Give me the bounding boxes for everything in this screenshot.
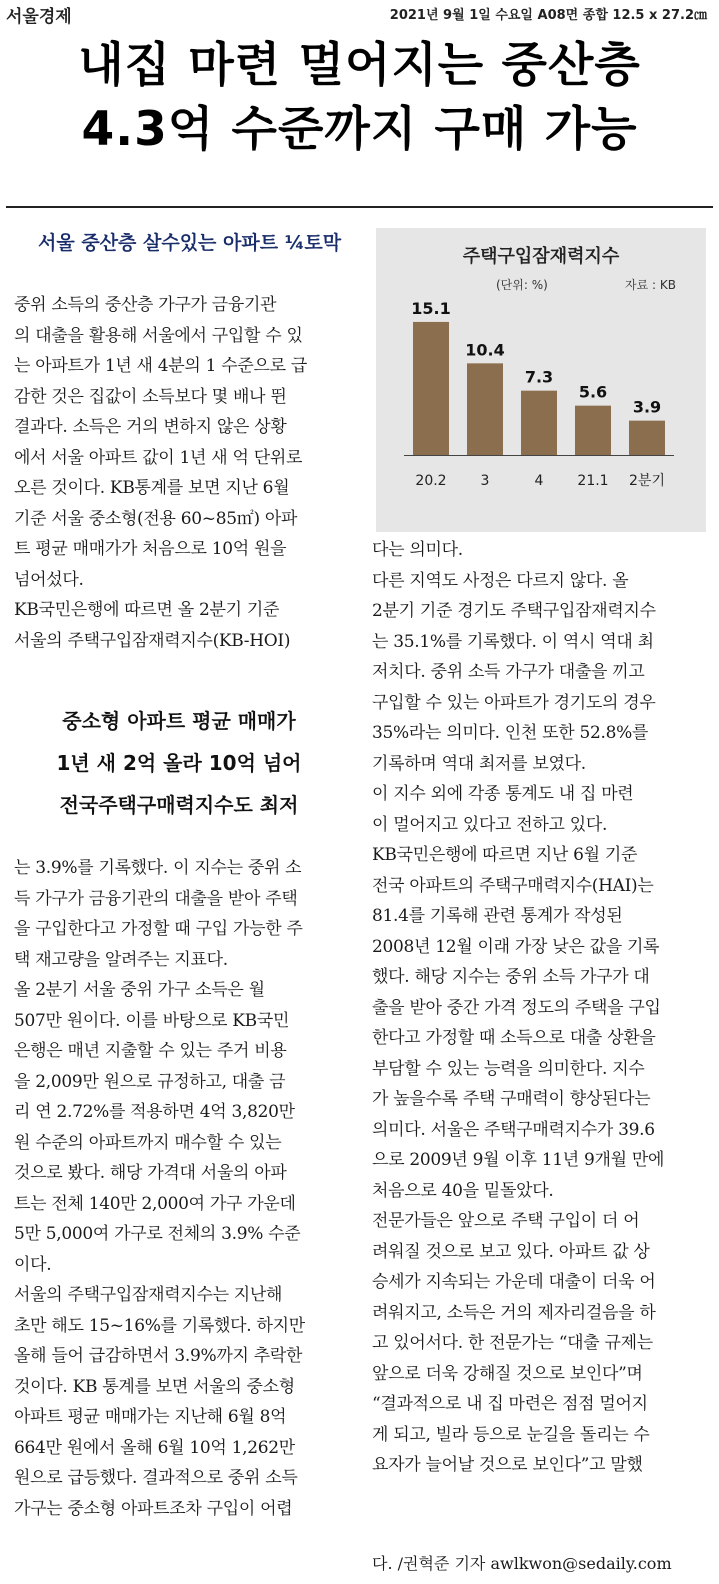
- text-line: 했다. 해당 지수는 중위 소득 가구가 대: [372, 967, 650, 987]
- bar-0: [413, 322, 449, 455]
- text-line: 은행은 매년 지출할 수 있는 주거 비용: [14, 1041, 287, 1061]
- text-line: 아파트 평균 매매가는 지난해 6월 8억: [14, 1407, 287, 1427]
- category-label: 2분기: [629, 473, 665, 489]
- text-line: 을 2,009만 원으로 규정하고, 대출 금: [14, 1071, 286, 1092]
- pull-quote: [10, 700, 348, 826]
- edition-info: 2021년 9월 1일 수요일 A08면 종합 12.5 x 27.2㎝: [389, 8, 707, 23]
- text-line: 트 평균 매매가가 처음으로 10억 원을: [14, 539, 287, 559]
- text-line: 이 멀어지고 있다고 전하고 있다.: [372, 814, 608, 835]
- text-line: 2분기 기준 경기도 주택구입잠재력지수: [372, 601, 656, 621]
- text-line: 오른 것이다. KB통계를 보면 지난 6월: [14, 478, 290, 498]
- pull-quote-line: 전국주택구매력지수도 최저: [59, 793, 299, 817]
- text-line: 트는 전체 140만 2,000여 가구 가운데: [14, 1193, 296, 1214]
- text-line: 35%라는 의미다. 인천 또한 52.8%를: [372, 723, 649, 743]
- bar-chart: [376, 228, 706, 532]
- text-line: 기록하며 역대 최저를 보였다.: [372, 753, 586, 774]
- text-line: 다른 지역도 사정은 다르지 않다. 올: [372, 570, 629, 591]
- text-line: 81.4를 기록해 관련 통계가 작성된: [372, 906, 623, 926]
- bar-value-label: 10.4: [465, 340, 505, 360]
- text-line: 5만 5,000여 가구로 전체의 3.9% 수준: [14, 1224, 301, 1244]
- left-column-bottom: [14, 853, 305, 1524]
- bar-2: [521, 391, 557, 455]
- text-line: “결과적으로 내 집 마련은 점점 멀어지: [372, 1394, 648, 1414]
- bar-1: [467, 363, 503, 455]
- text-line: 감한 것은 집값이 소득보다 몇 배나 뛴: [14, 386, 287, 407]
- bar-value-label: 15.1: [411, 298, 451, 318]
- text-line: 게 되고, 빌라 등으로 눈길을 돌리는 수: [372, 1424, 650, 1445]
- text-line: 초만 해도 15~16%를 기록했다. 하지만: [14, 1315, 305, 1336]
- text-line: 것으로 봤다. 해당 가격대 서울의 아파: [14, 1163, 287, 1183]
- text-line: 승세가 지속되는 가운데 대출이 더욱 어: [372, 1272, 656, 1292]
- text-line: 을 구입한다고 가정할 때 구입 가능한 주: [14, 919, 303, 939]
- text-line: 는 3.9%를 기록했다. 이 지수는 중위 소: [14, 858, 302, 878]
- text-line: KB국민은행에 따르면 지난 6월 기준: [372, 845, 638, 865]
- left-column-top: [14, 290, 307, 656]
- text-line: 고 있어서다. 한 전문가는 “대출 규제는: [372, 1333, 653, 1353]
- text-line: 요자가 늘어날 것으로 보인다”고 말했: [372, 1455, 643, 1475]
- text-line: 원으로 급등했다. 결과적으로 중위 소득: [14, 1468, 298, 1488]
- byline: 다. /권혁준 기자 awlkwon@sedaily.com: [372, 1554, 672, 1573]
- text-line: 는 35.1%를 기록했다. 이 역시 역대 최: [372, 631, 654, 652]
- text-line: 것이다. KB 통계를 보면 서울의 중소형: [14, 1376, 295, 1397]
- chart-unit-label: (단위: %): [496, 278, 548, 292]
- text-line: 는 아파트가 1년 새 4분의 1 수준으로 급: [14, 356, 307, 376]
- category-label: 21.1: [577, 473, 609, 489]
- text-line: 한다고 가정할 때 소득으로 대출 상환을: [372, 1028, 656, 1048]
- subheadline: 서울 중산층 살수있는 아파트 ¼토막: [38, 232, 342, 254]
- headline-divider: [6, 206, 713, 208]
- bar-value-label: 3.9: [632, 397, 662, 417]
- text-line: 이 지수 외에 각종 통계도 내 집 마련: [372, 784, 634, 804]
- text-line: 출을 받아 중간 가격 정도의 주택을 구입: [372, 997, 661, 1018]
- text-line: 중위 소득의 중산층 가구가 금융기관: [14, 295, 277, 315]
- text-line: 의 대출을 활용해 서울에서 구입할 수 있: [14, 325, 303, 346]
- text-line: 처음으로 40을 밑돌았다.: [372, 1180, 554, 1201]
- text-line: 서울의 주택구입잠재력지수(KB-HOI): [14, 630, 291, 651]
- newspaper-name: 서울경제: [6, 7, 72, 27]
- text-line: 에서 서울 아파트 값이 1년 새 억 단위로: [14, 447, 303, 468]
- category-label: 20.2: [415, 473, 447, 489]
- text-line: 664만 원에서 올해 6월 10억 1,262만: [14, 1437, 295, 1458]
- category-label: 4: [534, 473, 544, 489]
- text-line: 가 높을수록 주택 구매력이 향상된다는: [372, 1089, 651, 1109]
- chart-panel: [376, 228, 706, 532]
- pull-quote-line: 중소형 아파트 평균 매매가: [62, 709, 296, 733]
- text-line: 넘어섰다.: [14, 569, 84, 590]
- bar-value-label: 5.6: [578, 382, 608, 402]
- text-line: 택 재고량을 알려주는 지표다.: [14, 949, 228, 970]
- text-line: 앞으로 더욱 강해질 것으로 보인다”며: [372, 1363, 643, 1384]
- text-line: 으로 2009년 9월 이후 11년 9개월 만에: [372, 1150, 665, 1170]
- bar-3: [575, 406, 611, 455]
- text-line: 전국 아파트의 주택구매력지수(HAI)는: [372, 875, 654, 896]
- text-line: 507만 원이다. 이를 바탕으로 KB국민: [14, 1010, 290, 1031]
- text-line: 부담할 수 있는 능력을 의미한다. 지수: [372, 1058, 645, 1079]
- masthead: [0, 0, 719, 26]
- chart-source-label: 자료 : KB: [625, 278, 676, 292]
- headline: [0, 34, 719, 162]
- text-line: 원 수준의 아파트까지 매수할 수 있는: [14, 1132, 282, 1153]
- text-line: 전문가들은 앞으로 주택 구입이 더 어: [372, 1211, 640, 1231]
- text-line: 득 가구가 금융기관의 대출을 받아 주택: [14, 888, 298, 909]
- headline-line-1: 내집 마련 멀어지는 중산층: [78, 38, 641, 93]
- bar-4: [629, 421, 665, 455]
- text-line: 이다.: [14, 1254, 52, 1275]
- text-line: 의미다. 서울은 주택구매력지수가 39.6: [372, 1119, 655, 1140]
- chart-title: 주택구입잠재력지수: [462, 246, 620, 267]
- right-column: [372, 535, 664, 1481]
- text-line: 려워지고, 소득은 거의 제자리걸음을 하: [372, 1302, 656, 1323]
- text-line: 기준 서울 중소형(전용 60~85㎡) 아파: [14, 508, 298, 529]
- text-line: 다는 의미다.: [372, 540, 463, 560]
- text-line: 구입할 수 있는 아파트가 경기도의 경우: [372, 692, 656, 713]
- text-line: KB국민은행에 따르면 올 2분기 기준: [14, 600, 280, 620]
- headline-line-2: 4.3억 수준까지 구매 가능: [81, 102, 638, 157]
- text-line: 2008년 12월 이래 가장 낮은 값을 기록: [372, 936, 660, 957]
- text-line: 저치다. 중위 소득 가구가 대출을 끼고: [372, 662, 645, 682]
- text-line: 올 2분기 서울 중위 가구 소득은 월: [14, 980, 265, 1000]
- pull-quote-line: 1년 새 2억 올라 10억 넘어: [56, 751, 302, 775]
- text-line: 결과다. 소득은 거의 변하지 않은 상황: [14, 417, 287, 437]
- text-line: 가구는 중소형 아파트조차 구입이 어렵: [14, 1498, 293, 1519]
- text-line: 서울의 주택구입잠재력지수는 지난해: [14, 1285, 283, 1305]
- bar-value-label: 7.3: [524, 367, 554, 387]
- category-label: 3: [480, 473, 490, 489]
- text-line: 리 연 2.72%를 적용하면 4억 3,820만: [14, 1102, 295, 1122]
- text-line: 려워질 것으로 보고 있다. 아파트 값 상: [372, 1241, 650, 1262]
- text-line: 올해 들어 급감하면서 3.9%까지 추락한: [14, 1346, 303, 1366]
